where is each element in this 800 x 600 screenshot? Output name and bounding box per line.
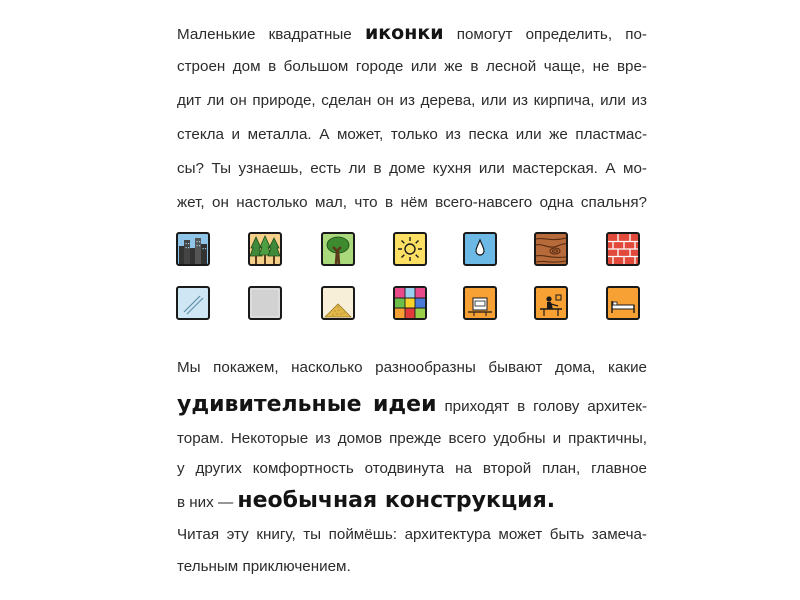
emphasis-icons-word: иконки [364,22,444,44]
text-line: торам. Некоторые из домов прежде всего удобны и практичны, [177,430,647,447]
city-icon [176,232,210,266]
text-line: дит ли он природе, сделан он из дерева, или из кирпича, или из [177,92,647,109]
workshop-icon [534,286,568,320]
intro-paragraph [177,17,647,217]
text-line: Читая эту книгу, ты поймёшь: архитектура может быть замеча- [177,526,647,543]
text-line: строен дом в большом городе или же в лесной чаще, не вре- [177,58,647,75]
text-fragment: Маленькие квадратные [177,26,365,43]
bedroom-icon [606,286,640,320]
text-fragment: в них — [177,494,238,511]
main-paragraph [177,352,647,592]
glass-icon [176,286,210,320]
text-fragment: приходят в голову архитек- [436,398,648,415]
text-line: тельным приключением. [177,558,351,575]
plastic-icon [393,286,427,320]
tree-icon [321,232,355,266]
text-line [177,385,647,425]
water-drop-icon [463,232,497,266]
wood-icon [534,232,568,266]
metal-icon [248,286,282,320]
text-line: стекла и металла. А может, только из песка или же пластмас- [177,126,647,143]
text-line: Мы покажем, насколько разнообразны бывают дома, какие [177,359,647,376]
emphasis-ideas-phrase: удивительные идеи [177,392,437,417]
text-line [177,481,647,521]
text-line: жет, он настолько мал, что в нём всего-навсего одна спальня? [177,194,647,211]
kitchen-icon [463,286,497,320]
brick-icon [606,232,640,266]
emphasis-construction-phrase: необычная конструкция. [237,488,556,513]
sun-icon [393,232,427,266]
text-line [177,17,647,49]
text-fragment: помогут определить, по- [443,26,647,43]
sand-icon [321,286,355,320]
text-line: сы? Ты узнаешь, есть ли в доме кухня или мастерская. А мо- [177,160,647,177]
forest-icon [248,232,282,266]
text-line: у других комфортность отодвинута на второй план, главное [177,460,647,477]
